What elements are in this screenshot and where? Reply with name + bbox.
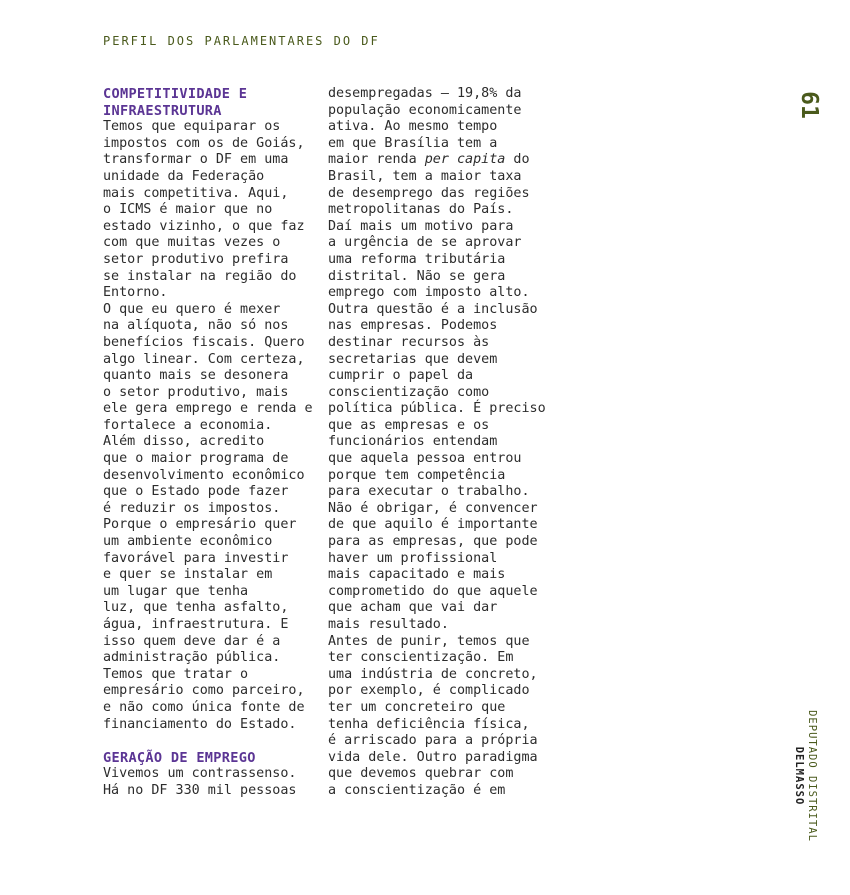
body-line: Vivemos um contrassenso.: [103, 766, 297, 782]
section-heading-competitividade-line2: INFRAESTRUTURA: [103, 102, 222, 119]
body-line: impostos com os de Goiás,: [103, 135, 305, 151]
body-line: destinar recursos às: [328, 334, 490, 350]
body-line: nas empresas. Podemos: [328, 318, 498, 334]
page-number-text: 61: [796, 91, 822, 119]
body-line: se instalar na região do: [103, 268, 297, 284]
body-line: Outra questão é a inclusão: [328, 301, 538, 317]
body-line: metropolitanas do País.: [328, 202, 514, 218]
body-line: de desemprego das regiões: [328, 185, 530, 201]
body-line: setor produtivo prefira: [103, 251, 289, 267]
body-line: Daí mais um motivo para: [328, 218, 514, 234]
body-line: financiamento do Estado.: [103, 716, 297, 732]
body-line: ativa. Ao mesmo tempo: [328, 119, 498, 135]
right-column-body: [328, 168, 546, 800]
page-number: [794, 88, 824, 122]
side-label: [780, 709, 830, 842]
body-line: algo linear. Com certeza,: [103, 351, 305, 367]
body-line: uma indústria de concreto,: [328, 666, 538, 682]
body-line: para as empresas, que pode: [328, 534, 538, 550]
body-line: fortalece a economia.: [103, 417, 273, 433]
body-line: que devemos quebrar com: [328, 766, 514, 782]
body-line: porque tem competência: [328, 467, 506, 483]
body-line: mais capacitado e mais: [328, 567, 506, 583]
section-body-geracao-de-emprego: [103, 766, 318, 799]
body-line-per-capita: [328, 152, 543, 169]
running-header: PERFIL DOS PARLAMENTARES DO DF: [103, 34, 380, 48]
body-line: emprego com imposto alto.: [328, 285, 530, 301]
body-line: mais resultado.: [328, 617, 449, 632]
text-run: maior renda: [328, 152, 425, 168]
body-line: comprometido do que aquele: [328, 583, 538, 599]
body-line: empresário como parceiro,: [103, 683, 305, 699]
body-line: ele gera emprego e renda e: [103, 401, 313, 417]
body-line: Temos que equiparar os: [103, 119, 281, 135]
body-line: distrital. Não se gera: [328, 268, 506, 284]
body-line: o ICMS é maior que no: [103, 202, 273, 218]
body-line: quanto mais se desonera: [103, 368, 289, 384]
italic-term: per capita: [424, 152, 506, 168]
body-line: na alíquota, não só nos: [103, 318, 289, 334]
body-line: água, infraestrutura. E: [103, 617, 289, 632]
body-line: com que muitas vezes o: [103, 235, 281, 251]
body-line: é reduzir os impostos.: [103, 500, 281, 516]
body-line: Não é obrigar, é convencer: [328, 500, 538, 516]
body-line: em que Brasília tem a: [328, 135, 498, 151]
body-line: que aquela pessoa entrou: [328, 451, 522, 467]
right-column: [328, 86, 546, 800]
body-line: mais competitiva. Aqui,: [103, 185, 289, 201]
body-line: Antes de punir, temos que: [328, 633, 530, 649]
body-line: para executar o trabalho.: [328, 484, 530, 500]
body-line: desenvolvimento econômico: [103, 467, 305, 483]
body-line: de que aquilo é importante: [328, 517, 538, 533]
section-heading-competitividade: COMPETITIVIDADE E: [103, 86, 248, 102]
body-line: isso quem deve dar é a: [103, 633, 281, 649]
body-line: transformar o DF em uma: [103, 152, 289, 168]
body-line: por exemplo, é complicado: [328, 683, 530, 699]
body-line: haver um profissional: [328, 550, 498, 566]
body-line: luz, que tenha asfalto,: [103, 600, 289, 616]
body-line: Brasil, tem a maior taxa: [328, 168, 522, 184]
body-line: é arriscado para a própria: [328, 733, 538, 749]
section-body-competitividade: [103, 119, 318, 733]
body-line: o setor produtivo, mais: [103, 384, 289, 400]
body-line: benefícios fiscais. Quero: [103, 334, 305, 350]
body-line: que acham que vai dar: [328, 600, 498, 616]
body-line: Há no DF 330 mil pessoas: [103, 782, 297, 798]
body-line: desempregadas — 19,8% da: [328, 86, 522, 101]
author-role: DEPUTADO DISTRITAL: [806, 709, 818, 842]
body-line: tenha deficiência física,: [328, 716, 530, 732]
body-line: população economicamente: [328, 102, 522, 118]
body-line: Temos que tratar o: [103, 666, 249, 682]
body-line: que o Estado pode fazer: [103, 484, 289, 500]
body-line: favorável para investir: [103, 550, 289, 566]
body-line: um ambiente econômico: [103, 534, 273, 550]
body-line: administração pública.: [103, 650, 281, 666]
section-gap: [103, 733, 318, 750]
body-line: e não como única fonte de: [103, 699, 305, 715]
body-line: um lugar que tenha: [103, 583, 249, 599]
body-line: unidade da Federação: [103, 168, 265, 184]
body-line: Além disso, acredito: [103, 434, 265, 450]
text-run: do: [505, 152, 530, 168]
body-line: vida dele. Outro paradigma: [328, 749, 538, 765]
body-line: secretarias que devem: [328, 351, 498, 367]
body-line: política pública. É preciso: [328, 401, 546, 417]
body-line: e quer se instalar em: [103, 567, 273, 583]
body-line: Porque o empresário quer: [103, 517, 297, 533]
body-line: estado vizinho, o que faz: [103, 218, 305, 234]
body-line: que as empresas e os: [328, 417, 490, 433]
body-line: a conscientização é em: [328, 782, 506, 798]
body-line: uma reforma tributária: [328, 251, 506, 267]
body-line: que o maior programa de: [103, 451, 289, 467]
body-line: a urgência de se aprovar: [328, 235, 522, 251]
body-line: O que eu quero é mexer: [103, 301, 281, 317]
left-column: [103, 86, 318, 800]
body-line: Entorno.: [103, 285, 168, 301]
body-line: funcionários entendam: [328, 434, 498, 450]
body-line: ter conscientização. Em: [328, 650, 514, 666]
body-line: cumprir o papel da: [328, 368, 474, 384]
body-line: conscientização como: [328, 384, 490, 400]
section-heading-geracao-de-emprego: GERAÇÃO DE EMPREGO: [103, 749, 256, 766]
side-label-text: [792, 710, 818, 842]
body-line: ter um concreteiro que: [328, 699, 506, 715]
author-name: DELMASSO: [793, 746, 805, 805]
